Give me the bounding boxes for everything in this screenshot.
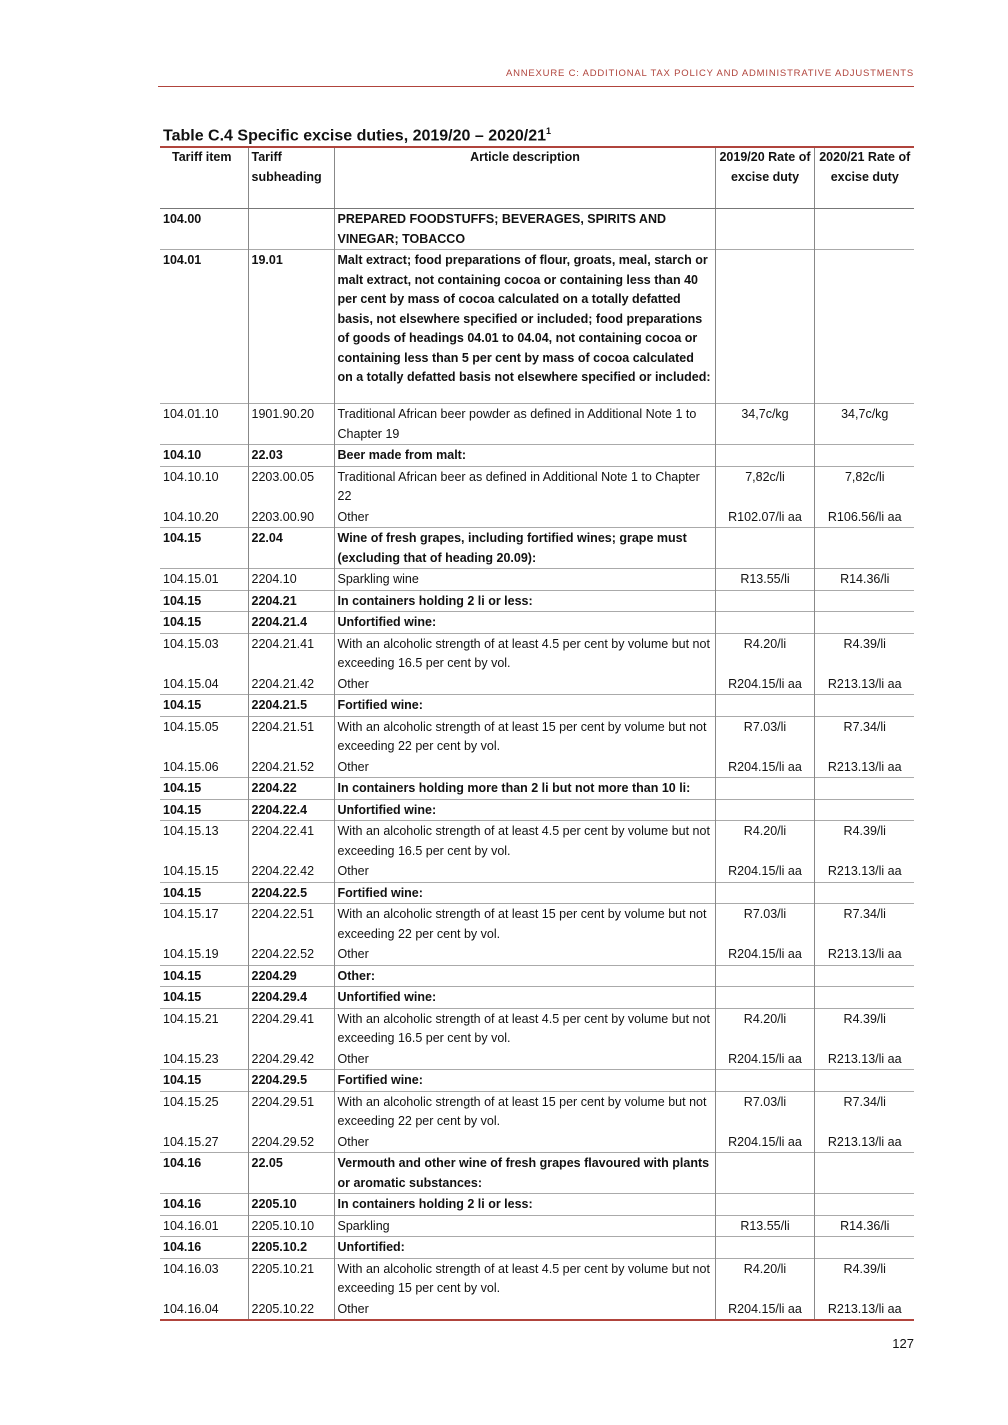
- cell-rate-2020-21: [814, 1194, 914, 1216]
- cell-tariff-subheading: 22.04: [248, 528, 334, 569]
- cell-rate-2019-20: R4.20/li: [715, 1008, 814, 1049]
- cell-article-description: PREPARED FOODSTUFFS; BEVERAGES, SPIRITS AND VINEGAR; TOBACCO: [334, 209, 715, 250]
- table-row: [160, 445, 914, 467]
- cell-tariff-subheading: 2204.21.5: [248, 695, 334, 717]
- table-row: [160, 799, 914, 821]
- table-row: [160, 821, 914, 862]
- cell-tariff-item: 104.15.23: [163, 1051, 219, 1066]
- cell-rate-2020-21: R7.34/li: [814, 716, 914, 757]
- cell-tariff-item: 104.15.27: [163, 1134, 219, 1149]
- cell-rate-2019-20: [715, 1070, 814, 1092]
- cell-tariff-subheading: 2204.29: [248, 965, 334, 987]
- table-row: [160, 882, 914, 904]
- cell-article-description: With an alcoholic strength of at least 15 per cent by volume but not exceeding 22 per cent by vol.: [334, 904, 715, 945]
- cell-article-description: Other: [334, 1049, 715, 1070]
- cell-tariff-item: 104.15.17: [163, 907, 219, 921]
- header-rule: [158, 86, 914, 87]
- cell-rate-2020-21: [814, 612, 914, 634]
- cell-rate-2019-20: [715, 778, 814, 800]
- cell-rate-2019-20: R204.15/li aa: [715, 1049, 814, 1070]
- cell-article-description: With an alcoholic strength of at least 15 per cent by volume but not exceeding 22 per cent by vol.: [334, 716, 715, 757]
- cell-tariff-item: 104.15: [163, 781, 202, 795]
- cell-tariff-item: 104.15: [163, 1073, 202, 1087]
- cell-rate-2020-21: [814, 209, 914, 250]
- cell-tariff-item: 104.15: [163, 968, 202, 983]
- cell-article-description: Other: [334, 944, 715, 965]
- cell-tariff-item: 104.10.10: [163, 469, 219, 484]
- cell-article-description: Other: [334, 507, 715, 528]
- cell-tariff-subheading: 2204.21.42: [248, 674, 334, 695]
- table-title-text: Table C.4 Specific excise duties, 2019/20 – 2020/21: [163, 127, 547, 145]
- cell-rate-2020-21: R213.13/li aa: [814, 1132, 914, 1153]
- cell-tariff-item: 104.15: [163, 615, 202, 629]
- cell-tariff-item: 104.15: [163, 531, 202, 545]
- cell-article-description: Unfortified wine:: [334, 799, 715, 821]
- cell-tariff-subheading: 2204.22.41: [248, 821, 334, 862]
- cell-rate-2019-20: [715, 965, 814, 987]
- cell-rate-2020-21: [814, 250, 914, 404]
- cell-rate-2019-20: [715, 1237, 814, 1259]
- cell-rate-2020-21: [814, 695, 914, 717]
- table-row: [160, 612, 914, 634]
- cell-rate-2020-21: R213.13/li aa: [814, 861, 914, 882]
- col-header-rate-2020-21: 2020/21 Rate of excise duty: [814, 147, 914, 209]
- cell-tariff-subheading: 2204.29.4: [248, 987, 334, 1009]
- cell-tariff-subheading: 2205.10.22: [248, 1299, 334, 1321]
- cell-tariff-item: 104.15.05: [163, 719, 219, 734]
- cell-article-description: Malt extract; food preparations of flour, groats, meal, starch or malt extract, not containing cocoa or containing less than 40 per cent by mass of cocoa calculated on a totally defatted basis, not elsewhere specified or included; food preparations of goods of headings 04.01 to 04.04, not containing cocoa or containing less than 5 per cent by mass of cocoa calculated on a totally defatted basis not elsewhere specified or included:: [334, 250, 715, 404]
- cell-article-description: Fortified wine:: [334, 1070, 715, 1092]
- cell-rate-2019-20: [715, 799, 814, 821]
- table-row: [160, 209, 914, 250]
- cell-rate-2020-21: R4.39/li: [814, 1258, 914, 1299]
- cell-rate-2019-20: [715, 695, 814, 717]
- cell-article-description: In containers holding 2 li or less:: [334, 1194, 715, 1216]
- cell-rate-2020-21: R14.36/li: [814, 1215, 914, 1237]
- cell-rate-2020-21: [814, 799, 914, 821]
- cell-tariff-subheading: 19.01: [248, 250, 334, 404]
- cell-rate-2020-21: [814, 1070, 914, 1092]
- cell-rate-2019-20: [715, 1194, 814, 1216]
- table-row: [160, 633, 914, 674]
- cell-tariff-item: 104.16.03: [163, 1261, 219, 1276]
- cell-rate-2020-21: 34,7c/kg: [814, 404, 914, 445]
- table-row: [160, 590, 914, 612]
- table-row: [160, 507, 914, 528]
- cell-rate-2020-21: 7,82c/li: [814, 466, 914, 507]
- cell-article-description: Fortified wine:: [334, 695, 715, 717]
- cell-tariff-item: 104.15: [163, 990, 202, 1004]
- cell-rate-2020-21: [814, 1237, 914, 1259]
- cell-tariff-item: 104.16.01: [163, 1218, 219, 1233]
- cell-article-description: In containers holding more than 2 li but not more than 10 li:: [334, 778, 715, 800]
- table-row: [160, 528, 914, 569]
- cell-rate-2020-21: R213.13/li aa: [814, 1299, 914, 1321]
- cell-tariff-item: 104.10: [163, 448, 202, 462]
- cell-article-description: Beer made from malt:: [334, 445, 715, 467]
- cell-tariff-subheading: 2204.22: [248, 778, 334, 800]
- cell-rate-2019-20: [715, 445, 814, 467]
- cell-tariff-item: 104.15.03: [163, 636, 219, 651]
- cell-rate-2019-20: [715, 987, 814, 1009]
- cell-article-description: Vermouth and other wine of fresh grapes flavoured with plants or aromatic substances:: [334, 1153, 715, 1194]
- cell-article-description: Wine of fresh grapes, including fortified wines; grape must (excluding that of heading 20.09):: [334, 528, 715, 569]
- cell-article-description: Unfortified wine:: [334, 612, 715, 634]
- cell-rate-2019-20: R204.15/li aa: [715, 1299, 814, 1321]
- cell-tariff-subheading: 2204.22.4: [248, 799, 334, 821]
- table-row: [160, 1258, 914, 1299]
- cell-article-description: Other: [334, 1132, 715, 1153]
- cell-tariff-subheading: 2204.22.51: [248, 904, 334, 945]
- table-row: [160, 904, 914, 945]
- cell-tariff-subheading: 22.05: [248, 1153, 334, 1194]
- cell-rate-2020-21: [814, 965, 914, 987]
- cell-tariff-item: 104.15.21: [163, 1011, 219, 1026]
- cell-tariff-subheading: 2204.21: [248, 590, 334, 612]
- cell-rate-2020-21: [814, 590, 914, 612]
- cell-rate-2019-20: R4.20/li: [715, 821, 814, 862]
- cell-article-description: Other: [334, 861, 715, 882]
- cell-tariff-item: 104.00: [163, 212, 202, 226]
- table-row: [160, 1237, 914, 1259]
- cell-rate-2019-20: R204.15/li aa: [715, 1132, 814, 1153]
- cell-tariff-subheading: 2203.00.05: [248, 466, 334, 507]
- cell-tariff-item: 104.16: [163, 1240, 202, 1254]
- cell-rate-2019-20: [715, 209, 814, 250]
- cell-article-description: Fortified wine:: [334, 882, 715, 904]
- cell-tariff-subheading: 2204.21.51: [248, 716, 334, 757]
- cell-tariff-item: 104.15.13: [163, 824, 219, 838]
- table-row: [160, 757, 914, 778]
- cell-rate-2019-20: [715, 250, 814, 404]
- table-row: [160, 861, 914, 882]
- cell-tariff-subheading: 2204.29.52: [248, 1132, 334, 1153]
- table-row: [160, 1153, 914, 1194]
- cell-rate-2020-21: R213.13/li aa: [814, 944, 914, 965]
- table-row: [160, 1049, 914, 1070]
- cell-rate-2020-21: R4.39/li: [814, 821, 914, 862]
- table-row: [160, 466, 914, 507]
- cell-tariff-subheading: [248, 209, 334, 250]
- table-row: [160, 1194, 914, 1216]
- cell-tariff-subheading: 2204.21.4: [248, 612, 334, 634]
- cell-rate-2020-21: R4.39/li: [814, 1008, 914, 1049]
- cell-article-description: With an alcoholic strength of at least 15 per cent by volume but not exceeding 22 per cent by vol.: [334, 1091, 715, 1132]
- cell-rate-2020-21: [814, 778, 914, 800]
- table-row: [160, 674, 914, 695]
- cell-tariff-subheading: 2204.21.41: [248, 633, 334, 674]
- table-row: [160, 716, 914, 757]
- col-header-article-description: Article description: [334, 147, 715, 209]
- cell-rate-2019-20: R7.03/li: [715, 1091, 814, 1132]
- cell-tariff-subheading: 2205.10: [248, 1194, 334, 1216]
- cell-rate-2020-21: R106.56/li aa: [814, 507, 914, 528]
- cell-rate-2019-20: R204.15/li aa: [715, 861, 814, 882]
- cell-tariff-subheading: 2203.00.90: [248, 507, 334, 528]
- cell-tariff-item: 104.15.19: [163, 947, 219, 961]
- cell-tariff-subheading: 1901.90.20: [248, 404, 334, 445]
- table-row: [160, 944, 914, 965]
- cell-tariff-item: 104.16.04: [163, 1301, 219, 1316]
- cell-tariff-subheading: 2204.29.5: [248, 1070, 334, 1092]
- cell-article-description: Other: [334, 1299, 715, 1321]
- table-title: [163, 126, 551, 145]
- cell-article-description: Sparkling: [334, 1215, 715, 1237]
- table-row: [160, 1299, 914, 1321]
- cell-rate-2020-21: R213.13/li aa: [814, 757, 914, 778]
- cell-article-description: Unfortified wine:: [334, 987, 715, 1009]
- col-header-rate-2019-20: 2019/20 Rate of excise duty: [715, 147, 814, 209]
- cell-rate-2019-20: R102.07/li aa: [715, 507, 814, 528]
- cell-tariff-item: 104.15: [163, 885, 202, 900]
- cell-tariff-subheading: 2204.29.51: [248, 1091, 334, 1132]
- table-row: [160, 695, 914, 717]
- cell-tariff-item: 104.10.20: [163, 509, 219, 524]
- table-row: [160, 778, 914, 800]
- cell-rate-2020-21: [814, 987, 914, 1009]
- cell-tariff-subheading: 2204.22.52: [248, 944, 334, 965]
- cell-tariff-subheading: 2204.10: [248, 569, 334, 591]
- table-row: [160, 250, 914, 404]
- table-title-footnote: 1: [546, 126, 552, 136]
- cell-rate-2020-21: R7.34/li: [814, 904, 914, 945]
- cell-rate-2019-20: R13.55/li: [715, 1215, 814, 1237]
- cell-article-description: With an alcoholic strength of at least 4.5 per cent by volume but not exceeding 16.5 per cent by vol.: [334, 633, 715, 674]
- table-header-row: [160, 147, 914, 209]
- cell-rate-2020-21: [814, 445, 914, 467]
- table-row: [160, 1132, 914, 1153]
- cell-rate-2019-20: R204.15/li aa: [715, 674, 814, 695]
- cell-rate-2019-20: R4.20/li: [715, 1258, 814, 1299]
- table-row: [160, 965, 914, 987]
- cell-article-description: In containers holding 2 li or less:: [334, 590, 715, 612]
- cell-tariff-item: 104.16: [163, 1156, 202, 1170]
- cell-rate-2019-20: R204.15/li aa: [715, 757, 814, 778]
- running-header: ANNEXURE C: ADDITIONAL TAX POLICY AND ADMINISTRATIVE ADJUSTMENTS: [505, 68, 914, 79]
- table-row: [160, 1091, 914, 1132]
- cell-rate-2019-20: R13.55/li: [715, 569, 814, 591]
- cell-article-description: Traditional African beer powder as defined in Additional Note 1 to Chapter 19: [334, 404, 715, 445]
- cell-tariff-item: 104.15.25: [163, 1094, 219, 1109]
- cell-rate-2019-20: R4.20/li: [715, 633, 814, 674]
- cell-rate-2019-20: R204.15/li aa: [715, 944, 814, 965]
- table-row: [160, 987, 914, 1009]
- cell-tariff-subheading: 22.03: [248, 445, 334, 467]
- cell-rate-2020-21: R213.13/li aa: [814, 1049, 914, 1070]
- cell-rate-2019-20: 7,82c/li: [715, 466, 814, 507]
- cell-tariff-item: 104.15.06: [163, 759, 219, 774]
- table-row: [160, 1008, 914, 1049]
- cell-tariff-item: 104.01: [163, 253, 202, 267]
- cell-article-description: Other: [334, 674, 715, 695]
- table-row: [160, 404, 914, 445]
- cell-article-description: With an alcoholic strength of at least 4.5 per cent by volume but not exceeding 15 per cent by vol.: [334, 1258, 715, 1299]
- cell-rate-2020-21: R7.34/li: [814, 1091, 914, 1132]
- cell-tariff-subheading: 2204.29.42: [248, 1049, 334, 1070]
- cell-rate-2020-21: R213.13/li aa: [814, 674, 914, 695]
- table-row: [160, 1070, 914, 1092]
- cell-rate-2019-20: 34,7c/kg: [715, 404, 814, 445]
- cell-rate-2020-21: [814, 528, 914, 569]
- excise-duties-table: [160, 146, 914, 1321]
- cell-rate-2020-21: R14.36/li: [814, 569, 914, 591]
- cell-rate-2019-20: [715, 612, 814, 634]
- cell-rate-2019-20: [715, 590, 814, 612]
- cell-tariff-subheading: 2205.10.10: [248, 1215, 334, 1237]
- cell-rate-2019-20: R7.03/li: [715, 716, 814, 757]
- col-header-tariff-subheading: Tariff subheading: [248, 147, 334, 209]
- cell-tariff-item: 104.15: [163, 802, 202, 817]
- cell-tariff-item: 104.15: [163, 593, 202, 608]
- cell-article-description: With an alcoholic strength of at least 4.5 per cent by volume but not exceeding 16.5 per cent by vol.: [334, 821, 715, 862]
- cell-tariff-item: 104.15.01: [163, 572, 219, 586]
- cell-rate-2020-21: [814, 882, 914, 904]
- cell-tariff-subheading: 2204.21.52: [248, 757, 334, 778]
- cell-article-description: Unfortified:: [334, 1237, 715, 1259]
- cell-article-description: Other: [334, 757, 715, 778]
- cell-tariff-subheading: 2205.10.2: [248, 1237, 334, 1259]
- cell-article-description: Other:: [334, 965, 715, 987]
- cell-tariff-item: 104.15.04: [163, 676, 219, 691]
- cell-rate-2019-20: [715, 1153, 814, 1194]
- cell-tariff-item: 104.15.15: [163, 864, 219, 878]
- cell-tariff-subheading: 2204.22.5: [248, 882, 334, 904]
- col-header-tariff-item: Tariff item: [160, 147, 248, 209]
- cell-article-description: Sparkling wine: [334, 569, 715, 591]
- cell-rate-2019-20: R7.03/li: [715, 904, 814, 945]
- cell-tariff-item: 104.16: [163, 1197, 202, 1211]
- table-row: [160, 569, 914, 591]
- table-row: [160, 1215, 914, 1237]
- page-number: 127: [892, 1336, 914, 1351]
- cell-article-description: With an alcoholic strength of at least 4.5 per cent by volume but not exceeding 16.5 per cent by vol.: [334, 1008, 715, 1049]
- cell-tariff-subheading: 2204.22.42: [248, 861, 334, 882]
- cell-tariff-item: 104.01.10: [163, 407, 219, 421]
- cell-rate-2020-21: R4.39/li: [814, 633, 914, 674]
- cell-rate-2020-21: [814, 1153, 914, 1194]
- cell-rate-2019-20: [715, 528, 814, 569]
- cell-article-description: Traditional African beer as defined in Additional Note 1 to Chapter 22: [334, 466, 715, 507]
- cell-tariff-item: 104.15: [163, 698, 202, 712]
- table-body: [160, 209, 914, 1321]
- cell-rate-2019-20: [715, 882, 814, 904]
- cell-tariff-subheading: 2204.29.41: [248, 1008, 334, 1049]
- cell-tariff-subheading: 2205.10.21: [248, 1258, 334, 1299]
